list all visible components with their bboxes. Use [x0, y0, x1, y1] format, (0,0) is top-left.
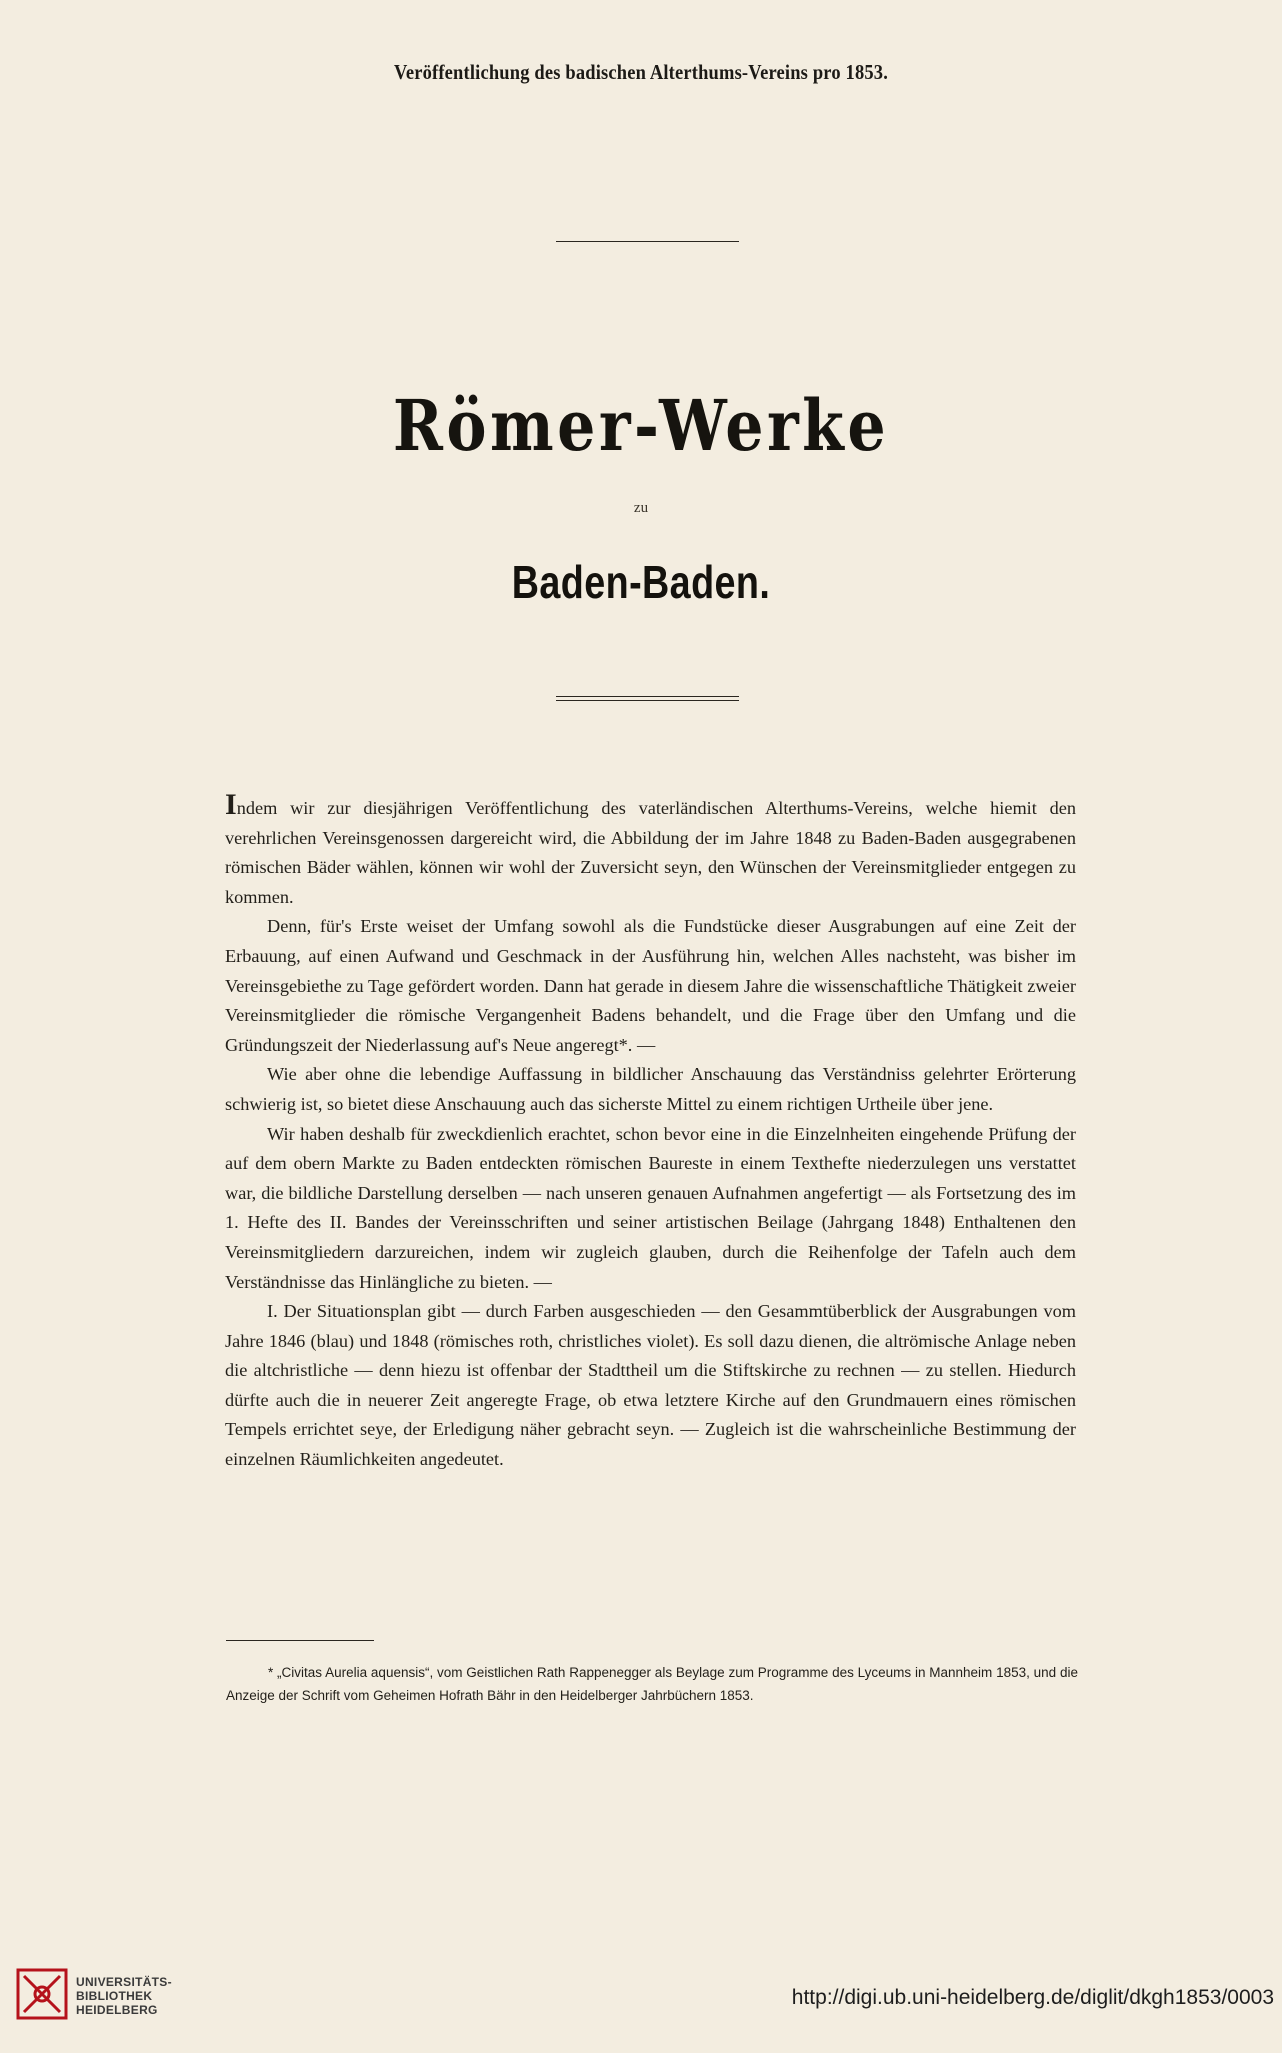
paragraph: Wir haben deshalb für zweckdienlich erachtet, schon bevor eine in die Einzelnheiten eingehende Prüfung der auf dem obern Markte zu Baden entdeckten römischen Baureste in einem Texthefte niederzulegen uns verstattet war, die bildliche Darstellung derselben — nach unseren genauen Aufnahmen angefertigt — als Fortsetzung des im 1. Hefte des II. Bandes der Vereinsschriften und seiner artistischen Beilage (Jahrgang 1848) Enthaltenen den Vereinsmitgliedern darzureichen, indem wir zugleich glauben, durch die Reihenfolge der Tafeln auch dem Verständnisse das Hinlängliche zu bieten. — [225, 1123, 1076, 1292]
library-name-line: HEIDELBERG [76, 2003, 158, 2017]
title-connector: zu [633, 500, 649, 516]
library-name-line: UNIVERSITÄTS- [76, 1975, 172, 1989]
divider-rule-top [556, 241, 739, 242]
body-text [225, 788, 1076, 1475]
divider-rule-double [556, 696, 739, 697]
footnote-rule [226, 1640, 374, 1641]
paragraph: I. Der Situationsplan gibt — durch Farben ausgeschieden — den Gesammtüberblick der Ausgrabungen vom Jahre 1846 (blau) und 1848 (römisches roth, christliches violet). Es soll dazu dienen, die altrömische Anlage neben die altchristliche — denn hiezu ist offenbar der Stadttheil um die Stiftskirche zu rechnen — zu stellen. Hiedurch dürfte auch die in neuerer Zeit angeregte Frage, ob etwa letztere Kirche auf den Grundmauern eines römischen Tempels errichtet seye, der Erledigung näher gebracht seyn. — Zugleich ist die wahrscheinliche Bestimmung der einzelnen Räumlichkeiten angedeutet. [225, 1301, 1076, 1470]
page-title: Römer-Werke [392, 384, 890, 467]
publication-header: Veröffentlichung des badischen Alterthums-Vereins pro 1853. [394, 60, 888, 84]
footnote: * „Civitas Aurelia aquensis“, vom Geistlichen Rath Rappenegger als Beylage zum Programme des Lyceums in Mannheim 1853, und die Anzeige der Schrift vom Geheimen Hofrath Bähr in den Heidelberger Jahrbüchern 1853. [226, 1665, 1078, 1703]
source-url-link[interactable]: http://digi.ub.uni-heidelberg.de/diglit/dkgh1853/0003 [791, 1986, 1274, 2009]
page-subtitle: Baden-Baden. [511, 556, 771, 608]
paragraph: Indem wir zur diesjährigen Veröffentlichung des vaterländischen Alterthums-Vereins, welche hiemit den verehrlichen Vereinsgenossen dargereicht wird, die Abbildung der im Jahre 1848 zu Baden-Baden ausgegrabenen römischen Bäder wählen, können wir wohl der Zuversicht seyn, den Wünschen der Vereinsmitglieder entgegen zu kommen. [225, 788, 1076, 907]
library-name [76, 1975, 172, 2017]
library-name-line: BIBLIOTHEK [76, 1989, 153, 2003]
university-library-logo-icon [16, 1968, 68, 2020]
paragraph: Denn, für's Erste weiset der Umfang sowohl als die Fundstücke dieser Ausgrabungen auf eine Zeit der Erbauung, auf einen Aufwand und Geschmack in der Ausführung hin, welchen Alles nachsteht, was bisher im Vereinsgebiethe zu Tage gefördert worden. Dann hat gerade in diesem Jahre die wissenschaftliche Thätigkeit zweier Vereinsmitglieder die römische Vergangenheit Badens behandelt, und die Frage über den Umfang und die Gründungszeit der Niederlassung auf's Neue angeregt*. — [225, 916, 1076, 1055]
paragraph: Wie aber ohne die lebendige Auffassung in bildlicher Anschauung das Verständniss gelehrter Erörterung schwierig ist, so bietet diese Anschauung auch das sicherste Mittel zu einem richtigen Urtheile über jene. [225, 1064, 1076, 1114]
